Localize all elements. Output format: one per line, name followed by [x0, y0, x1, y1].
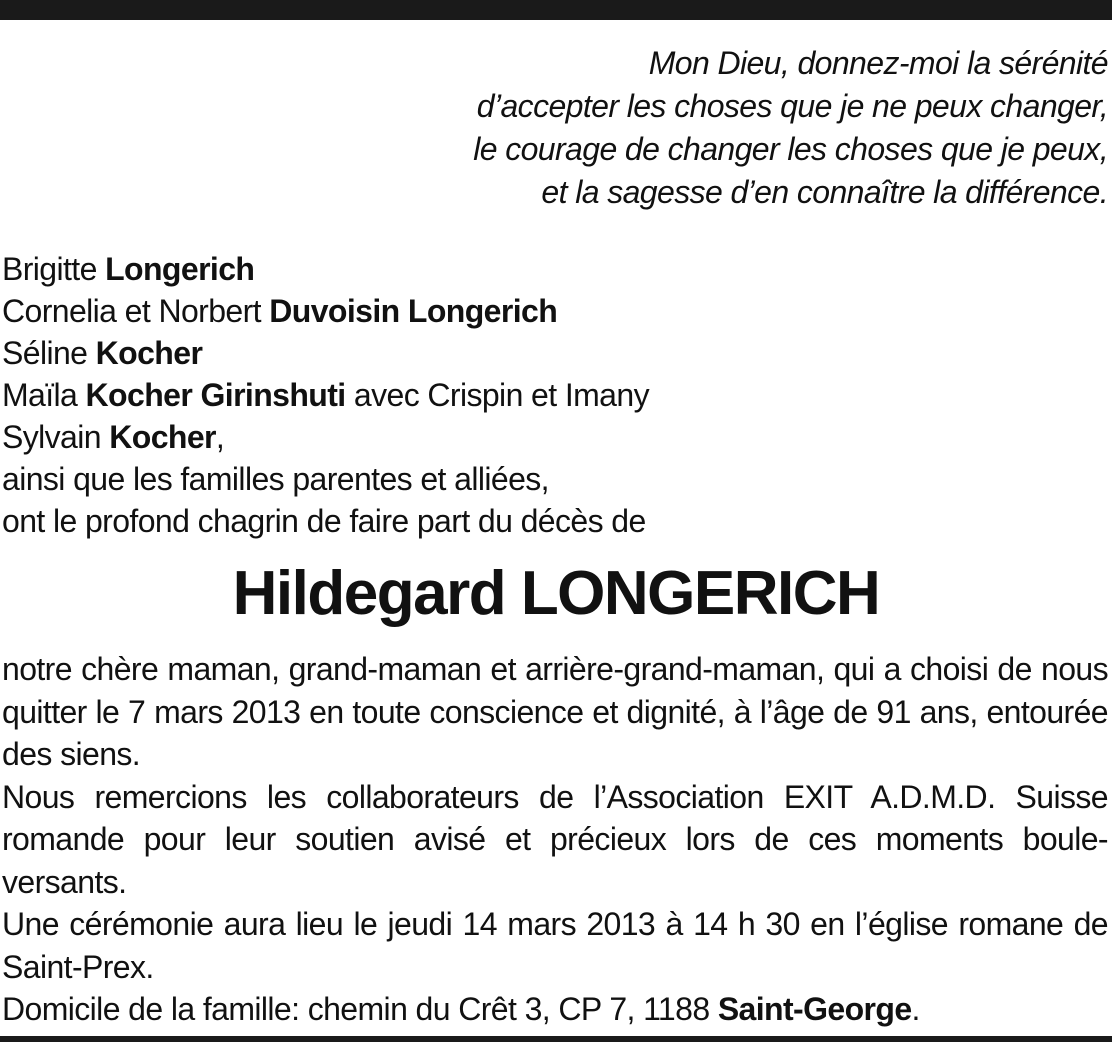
mourner-surname: Kocher [109, 419, 216, 455]
ceremony-paragraph: Une cérémonie aura lieu le jeudi 14 mars 2013 à 14 h 30 en l’église romane de Saint-Prex. [2, 906, 1108, 985]
mourner-line [2, 374, 1102, 416]
bottom-rule [0, 1036, 1112, 1042]
thanks-paragraph: Nous remercions les collaborateurs de l’Association EXIT A.D.M.D. Suisse romande pour leur soutien avisé et précieux lors de ces moments boule-versants. [2, 778, 1108, 900]
mourner-line [2, 290, 1102, 332]
deceased-name: Hildegard LONGERICH [232, 559, 880, 628]
mourner-first-name: Cornelia et Norbert [2, 293, 270, 329]
mourner-surname: Longerich [105, 251, 255, 287]
address-text: Domicile de la famille: chemin du Crêt 3, CP 7, 1188 [2, 991, 718, 1027]
prayer-quote [208, 42, 1108, 214]
mourner-surname: Kocher [95, 335, 203, 371]
announcement-line: ont le profond chagrin de faire part du décès de [2, 503, 646, 539]
obituary-paragraph: notre chère maman, grand-maman et arrière-grand-maman, qui a choisi de nous quitter le 7 mars 2013 en toute conscience et dignité, à l’âge de 91 ans, entourée des siens. [2, 651, 1108, 772]
top-rule [0, 0, 1112, 20]
families-line: ainsi que les familles parentes et alliées, [2, 461, 549, 497]
address-suffix: . [911, 991, 920, 1027]
quote-line: le courage de changer les choses que je peux, [473, 131, 1108, 167]
mourner-line [2, 416, 1102, 458]
mourner-first-name: Séline [2, 335, 96, 371]
address-place: Saint-George [717, 991, 912, 1027]
family-address [2, 988, 1108, 1031]
mourner-suffix: avec Crispin et Imany [345, 377, 649, 413]
obituary-body [2, 648, 1108, 1031]
quote-line: Mon Dieu, donnez-moi la sérénité [648, 45, 1108, 81]
mourner-line [2, 248, 1102, 290]
mourners-list [2, 248, 1102, 542]
quote-line: d’accepter les choses que je ne peux changer, [476, 88, 1108, 124]
mourner-surname: Duvoisin Longerich [269, 293, 558, 329]
mourner-line [2, 332, 1102, 374]
quote-line: et la sagesse d’en connaître la différence. [541, 174, 1108, 210]
mourner-first-name: Sylvain [2, 419, 110, 455]
mourner-first-name: Brigitte [2, 251, 106, 287]
mourner-first-name: Maïla [2, 377, 86, 413]
mourner-surname: Kocher Girinshuti [85, 377, 346, 413]
mourner-suffix: , [215, 419, 225, 455]
